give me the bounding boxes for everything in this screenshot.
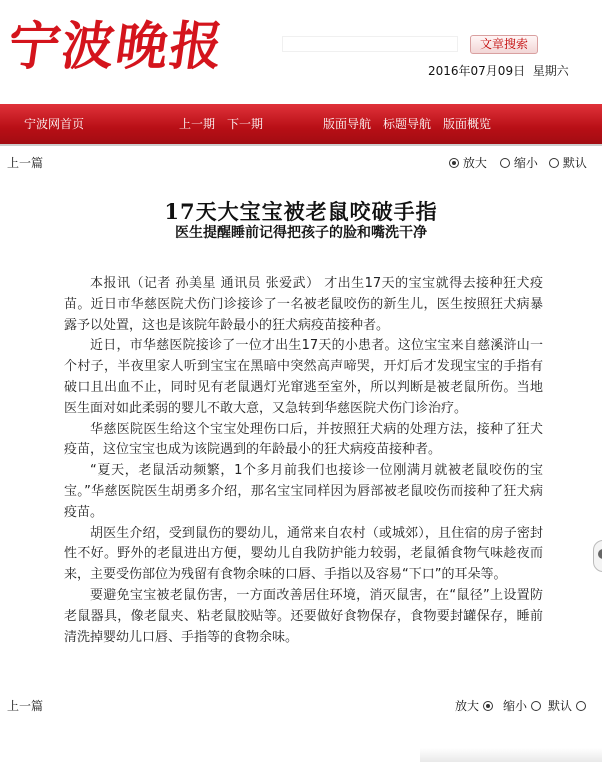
- search-input[interactable]: [282, 36, 458, 52]
- nav-page-overview-link[interactable]: 版面概览: [443, 117, 492, 131]
- zoom-out-option[interactable]: [500, 154, 538, 171]
- date-value: 2016年07月09日: [428, 64, 526, 78]
- nav-home-link[interactable]: 宁波网首页: [24, 117, 85, 131]
- default-size-radio-bottom[interactable]: [576, 701, 586, 711]
- side-scroll-handle[interactable]: [593, 540, 602, 572]
- article-paragraph: 要避免宝宝被老鼠伤害，一方面改善居住环境，消灭鼠害，在“鼠径”上设置防老鼠器具，像老鼠夹、粘老鼠胶贴等。还要做好食物保存，食物要封罐保存，睡前清洗掉婴幼儿口唇、手指等的食物余味。: [64, 587, 543, 645]
- article-body: [64, 274, 543, 648]
- nav-next-issue-link[interactable]: 下一期: [227, 117, 264, 131]
- top-navbar: [0, 104, 602, 146]
- zoom-out-radio-bottom[interactable]: [531, 701, 541, 711]
- article-toolbar-top: [0, 153, 602, 171]
- default-size-radio[interactable]: [549, 158, 559, 168]
- zoom-out-radio[interactable]: [500, 158, 510, 168]
- zoom-in-label: 放大: [462, 156, 487, 170]
- default-size-label-bottom: 默认: [548, 699, 573, 713]
- zoom-out-label: 缩小: [513, 156, 538, 170]
- default-size-label: 默认: [562, 156, 587, 170]
- prev-article-link-bottom[interactable]: 上一篇: [7, 699, 44, 713]
- nav-title-nav-link[interactable]: 标题导航: [383, 117, 432, 131]
- article-paragraph: 胡医生介绍，受到鼠伤的婴幼儿，通常来自农村（或城郊），且住宿的房子密封性不好。野外的老鼠进出方便，婴幼儿自我防护能力较弱，老鼠循食物气味趁夜而来，主要受伤部位为残留有食物余味的口唇、手指以及容易“下口”的耳朵等。: [64, 525, 543, 583]
- newspaper-logo[interactable]: 宁波晚报: [3, 16, 229, 77]
- article-subtitle: 医生提醒睡前记得把孩子的脸和嘴洗干净: [175, 225, 427, 241]
- zoom-in-option[interactable]: [449, 154, 487, 171]
- nav-page-nav-link[interactable]: 版面导航: [323, 117, 372, 131]
- zoom-in-option-bottom[interactable]: [455, 697, 493, 714]
- default-size-option-bottom[interactable]: [548, 697, 586, 714]
- zoom-out-option-bottom[interactable]: [503, 697, 541, 714]
- masthead: [0, 0, 602, 102]
- nav-prev-issue-link[interactable]: 上一期: [179, 117, 216, 131]
- prev-article-link[interactable]: 上一篇: [7, 156, 44, 170]
- zoom-out-label-bottom: 缩小: [503, 699, 528, 713]
- footer-shade: [420, 748, 602, 762]
- article-paragraph: 华慈医院医生给这个宝宝处理伤口后，并按照狂犬病的处理方法，接种了狂犬疫苗，这位宝宝也成为该院遇到的年龄最小的狂犬病疫苗接种者。: [64, 421, 543, 458]
- zoom-in-label-bottom: 放大: [455, 699, 480, 713]
- weekday-value: 星期六: [532, 64, 569, 78]
- article-paragraph: 本报讯（记者 孙美星 通讯员 张爱武） 才出生17天的宝宝就得去接种狂犬疫苗。近日市华慈医院犬伤门诊接诊了一名被老鼠咬伤的新生儿，医生按照狂犬病暴露予以处置，这也是该院年龄最小的狂犬病疫苗接种者。: [64, 276, 543, 333]
- article-paragraph: “夏天，老鼠活动频繁，1个多月前我们也接诊一位刚满月就被老鼠咬伤的宝宝。”华慈医院医生胡勇多介绍，那名宝宝同样因为唇部被老鼠咬伤而接种了狂犬病疫苗。: [64, 463, 543, 520]
- zoom-in-radio-bottom[interactable]: [483, 701, 493, 711]
- article-search-button[interactable]: 文章搜索: [470, 35, 538, 54]
- article-paragraph: 近日，市华慈医院接诊了一位才出生17天的小患者。这位宝宝来自慈溪浒山一个村子，半夜里家人听到宝宝在黑暗中突然高声啼哭，开灯后才发现宝宝的手指有破口且出血不止，同时见有老鼠遇灯光窜逃至室外，所以判断是被老鼠所伤。当地医生面对如此柔弱的婴儿不敢大意，又急转到华慈医院犬伤门诊治疗。: [64, 338, 543, 416]
- default-size-option[interactable]: [549, 154, 587, 171]
- article-toolbar-bottom: [0, 696, 602, 714]
- issue-date: [428, 62, 569, 79]
- article-title: 17天大宝宝被老鼠咬破手指: [164, 199, 438, 224]
- zoom-in-radio[interactable]: [449, 158, 459, 168]
